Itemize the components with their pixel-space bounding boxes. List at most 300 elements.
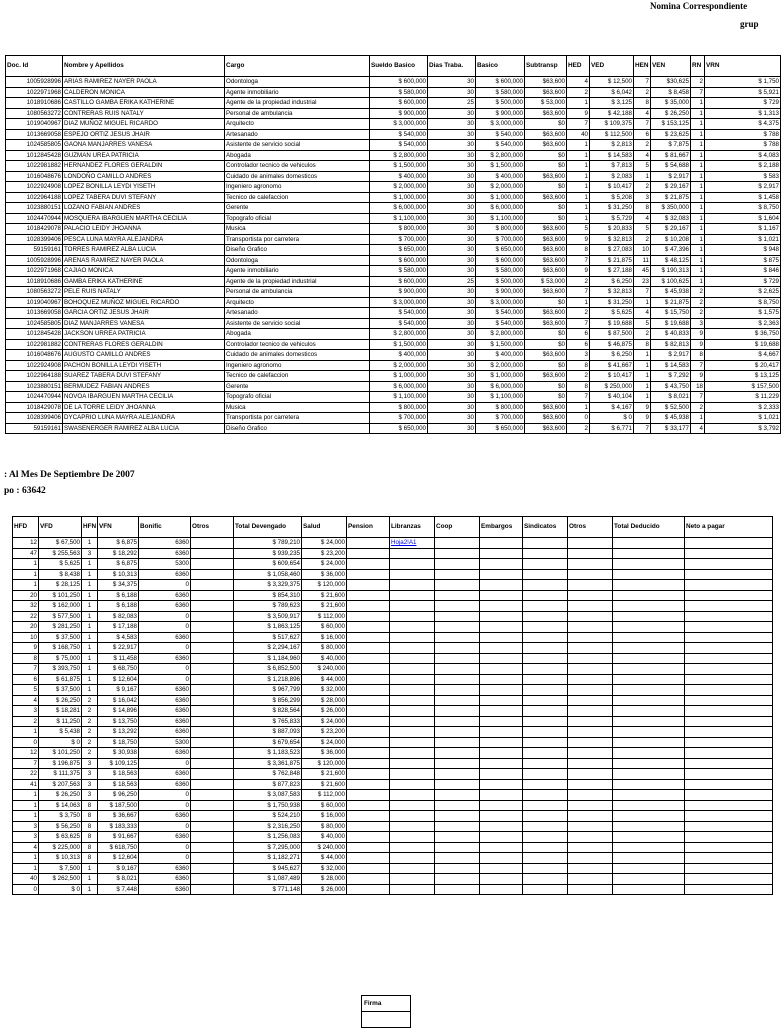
- empty-cell: [613, 769, 685, 780]
- table-cell: $ 42,188: [590, 108, 634, 119]
- empty-cell: [390, 695, 435, 706]
- column-header: Doc. Id: [6, 56, 63, 77]
- empty-cell: [523, 727, 568, 738]
- empty-cell: [523, 863, 568, 874]
- table-cell: $ 23,625: [651, 129, 691, 140]
- table-cell: $ 3,000,000: [370, 119, 428, 130]
- table-cell: 1: [13, 569, 39, 580]
- table-cell: $ 24,000: [302, 559, 347, 570]
- table-cell: [191, 632, 234, 643]
- table-cell: 6360: [139, 874, 191, 885]
- column-header: Dias Traba.: [428, 56, 476, 77]
- table-cell: 7: [567, 392, 590, 403]
- empty-cell: [435, 832, 480, 843]
- column-header: Pension: [347, 517, 390, 538]
- empty-cell: [523, 548, 568, 559]
- table-cell: $ 580,000: [370, 266, 428, 277]
- empty-cell: [523, 695, 568, 706]
- empty-cell: [390, 548, 435, 559]
- table-header-row: [6, 56, 781, 77]
- table-cell: Artesanado: [225, 129, 370, 140]
- table-cell: $ 3,329,375: [234, 580, 302, 591]
- table-cell: $ 350,000: [651, 203, 691, 214]
- table-cell: $ 6,042: [590, 87, 634, 98]
- table-cell: $ 967,799: [234, 685, 302, 696]
- table-cell: $ 1,000,000: [370, 192, 428, 203]
- table-cell: $0: [525, 119, 567, 130]
- table-cell: PALACIO LEIDY JHOANNA: [63, 224, 225, 235]
- table-cell: 2: [567, 87, 590, 98]
- table-cell: $ 600,000: [370, 98, 428, 109]
- table-cell: $ 540,000: [476, 140, 525, 151]
- table-cell: $ 10,208: [651, 234, 691, 245]
- table-row: [13, 790, 773, 801]
- table-cell: $ 600,000: [370, 77, 428, 88]
- table-cell: 6360: [139, 653, 191, 664]
- table-cell: 1: [691, 224, 705, 235]
- table-cell: $ 877,823: [234, 779, 302, 790]
- table-cell: 9: [567, 108, 590, 119]
- column-header: Basico: [476, 56, 525, 77]
- empty-cell: [685, 821, 773, 832]
- table-cell: $ 765,833: [234, 716, 302, 727]
- empty-cell: [613, 590, 685, 601]
- table-cell: 2: [691, 287, 705, 298]
- table-cell: $ 2,917: [651, 171, 691, 182]
- table-cell: $ 6,852,500: [234, 664, 302, 675]
- table-cell: $ 5,438: [39, 727, 82, 738]
- table-cell: 1: [691, 192, 705, 203]
- empty-cell: [613, 727, 685, 738]
- empty-cell: [568, 580, 613, 591]
- table-cell: 1024585805: [6, 318, 63, 329]
- column-header: Subtransp: [525, 56, 567, 77]
- table-cell: $ 1,100,000: [370, 392, 428, 403]
- empty-cell: [568, 590, 613, 601]
- table-cell: $ 3,087,583: [234, 790, 302, 801]
- empty-cell: [435, 790, 480, 801]
- empty-cell: [480, 559, 523, 570]
- empty-cell: [613, 559, 685, 570]
- table-cell: [191, 590, 234, 601]
- table-cell: 4: [634, 213, 651, 224]
- table-cell: $ 10,417: [590, 371, 634, 382]
- empty-cell: [568, 779, 613, 790]
- table-cell: $ 1,182,271: [234, 853, 302, 864]
- table-cell: [191, 674, 234, 685]
- table-row: [6, 255, 781, 266]
- empty-cell: [435, 737, 480, 748]
- table-cell: $ 2,800,000: [476, 329, 525, 340]
- empty-cell: [685, 769, 773, 780]
- table-cell: 6360: [139, 601, 191, 612]
- empty-cell: [613, 685, 685, 696]
- table-cell: $ 1,500,000: [476, 161, 525, 172]
- table-cell: $ 0: [39, 884, 82, 895]
- table-cell: $ 789,623: [234, 601, 302, 612]
- empty-cell: [390, 811, 435, 822]
- table-cell: $63,600: [525, 287, 567, 298]
- table-cell: $ 36,000: [302, 748, 347, 759]
- table-cell: 6360: [139, 695, 191, 706]
- table-cell: 2: [567, 308, 590, 319]
- table-cell: $ 18,750: [98, 737, 139, 748]
- table-cell: 10: [634, 245, 651, 256]
- table-row: [6, 87, 781, 98]
- empty-cell: [685, 842, 773, 853]
- table-cell: 1: [82, 611, 98, 622]
- table-cell: $ 101,250: [39, 590, 82, 601]
- table-cell: $ 2,000,000: [476, 360, 525, 371]
- table-cell: $ 6,250: [590, 276, 634, 287]
- column-header: Libranzas: [390, 517, 435, 538]
- table-cell: 1: [691, 213, 705, 224]
- table-cell: $63,600: [525, 171, 567, 182]
- table-cell: $ 68,750: [98, 664, 139, 675]
- table-cell: $ 21,875: [651, 192, 691, 203]
- table-row: [13, 674, 773, 685]
- table-cell: 9: [567, 266, 590, 277]
- empty-cell: [613, 538, 685, 549]
- table-cell: $ 2,917: [651, 350, 691, 361]
- table-cell: $ 2,316,250: [234, 821, 302, 832]
- empty-cell: [685, 580, 773, 591]
- empty-cell: [685, 748, 773, 759]
- table-cell: $63,600: [525, 371, 567, 382]
- empty-cell: [568, 548, 613, 559]
- empty-cell: [435, 874, 480, 885]
- empty-cell: [568, 800, 613, 811]
- table-cell: $ 37,500: [39, 685, 82, 696]
- table-cell: $ 1,750: [705, 77, 781, 88]
- table-cell: LOZANO FABIAN ANDRES: [63, 203, 225, 214]
- table-cell: 2: [82, 737, 98, 748]
- table-cell: 12: [13, 748, 39, 759]
- empty-cell: [347, 590, 390, 601]
- empty-cell: [568, 790, 613, 801]
- table-cell: 20: [13, 590, 39, 601]
- empty-cell: [390, 727, 435, 738]
- table-cell: $ 29,167: [651, 224, 691, 235]
- table-cell: $ 650,000: [476, 245, 525, 256]
- table-cell: 30: [428, 360, 476, 371]
- empty-cell: [685, 622, 773, 633]
- empty-cell: [568, 716, 613, 727]
- table-cell: 1: [634, 360, 651, 371]
- table-cell: 8: [567, 360, 590, 371]
- empty-cell: [685, 559, 773, 570]
- empty-cell: [568, 706, 613, 717]
- table-cell: $ 500,000: [476, 98, 525, 109]
- table-cell: 1: [691, 108, 705, 119]
- table-cell: $30,625: [651, 77, 691, 88]
- empty-cell: [568, 559, 613, 570]
- table-cell: 9: [13, 643, 39, 654]
- table-cell: 1: [13, 811, 39, 822]
- table-row: [6, 234, 781, 245]
- table-cell: Topografo oficial: [225, 213, 370, 224]
- table-cell: 8: [13, 653, 39, 664]
- empty-cell: [480, 706, 523, 717]
- table-cell: $ 60,000: [302, 800, 347, 811]
- empty-cell: [568, 737, 613, 748]
- table-cell: 30: [428, 213, 476, 224]
- empty-cell: [480, 664, 523, 675]
- table-cell: [191, 643, 234, 654]
- table-cell: ARENAS RAMIREZ NAYER PAOLA: [63, 255, 225, 266]
- table-cell: $ 45,938: [651, 287, 691, 298]
- table-cell: 2: [691, 308, 705, 319]
- table-cell: 1: [567, 161, 590, 172]
- empty-cell: [435, 622, 480, 633]
- table-cell: $ 240,000: [302, 842, 347, 853]
- table-cell: $ 100,625: [651, 276, 691, 287]
- empty-cell: [390, 601, 435, 612]
- table-cell: $ 250,000: [590, 381, 634, 392]
- empty-cell: [480, 632, 523, 643]
- empty-cell: [435, 695, 480, 706]
- table-cell: 1024585805: [6, 140, 63, 151]
- table-cell: [191, 622, 234, 633]
- empty-cell: [613, 611, 685, 622]
- table-cell: DIAZ MUÑOZ MIGUEL RICARDO: [63, 119, 225, 130]
- empty-cell: [347, 580, 390, 591]
- table-cell: $ 82,813: [651, 339, 691, 350]
- table-cell: NOVOA IBARGUEN MARTHA CECILIA: [63, 392, 225, 403]
- table-cell: $ 32,813: [590, 287, 634, 298]
- table-cell: 1: [82, 685, 98, 696]
- empty-cell: [390, 737, 435, 748]
- table-cell: $ 540,000: [370, 308, 428, 319]
- table-row: [13, 853, 773, 864]
- table-cell: $ 26,250: [651, 108, 691, 119]
- table-cell: $ 540,000: [370, 129, 428, 140]
- payroll-deductions-table: [12, 516, 773, 895]
- table-cell: $ 75,000: [39, 653, 82, 664]
- table-cell: $ 40,104: [590, 392, 634, 403]
- empty-cell: [568, 653, 613, 664]
- table-row: [6, 203, 781, 214]
- empty-cell: [435, 685, 480, 696]
- table-cell: $ 112,000: [302, 611, 347, 622]
- table-cell: GAONA MANJARRES VANESA: [63, 140, 225, 151]
- column-header: Sindicatos: [523, 517, 568, 538]
- table-row: [13, 884, 773, 895]
- table-row: [13, 811, 773, 822]
- table-cell: $63,600: [525, 245, 567, 256]
- table-cell: 1: [691, 140, 705, 151]
- table-cell: 25: [428, 276, 476, 287]
- table-cell: 6360: [139, 538, 191, 549]
- table-cell: $ 52,500: [651, 402, 691, 413]
- empty-cell: [568, 601, 613, 612]
- empty-cell: [613, 580, 685, 591]
- table-cell: $ 1,021: [705, 234, 781, 245]
- table-cell: 1018429078: [6, 402, 63, 413]
- libranzas-link[interactable]: Hoja2!A1: [391, 539, 417, 546]
- table-cell: $ 7,295,000: [234, 842, 302, 853]
- table-cell: $ 28,000: [302, 874, 347, 885]
- table-cell: $ 900,000: [370, 287, 428, 298]
- table-cell: $ 109,125: [98, 758, 139, 769]
- table-cell: 0: [139, 611, 191, 622]
- table-cell: $ 1,183,523: [234, 748, 302, 759]
- table-cell: $ 30,938: [98, 748, 139, 759]
- table-cell: $ 168,750: [39, 643, 82, 654]
- empty-cell: [435, 548, 480, 559]
- empty-cell: [523, 832, 568, 843]
- table-cell: 2: [634, 234, 651, 245]
- table-cell: $ 650,000: [370, 245, 428, 256]
- empty-cell: [347, 884, 390, 895]
- table-cell: 1: [691, 129, 705, 140]
- table-cell: 1: [82, 674, 98, 685]
- table-cell: $ 16,042: [98, 695, 139, 706]
- empty-cell: [435, 716, 480, 727]
- table-cell: 1022981882: [6, 339, 63, 350]
- table-cell: 1: [691, 161, 705, 172]
- table-cell: 2: [82, 748, 98, 759]
- table-cell: $ 580,000: [476, 266, 525, 277]
- empty-cell: [523, 790, 568, 801]
- table-cell: $ 18,563: [98, 769, 139, 780]
- empty-cell: [435, 758, 480, 769]
- table-row: [6, 266, 781, 277]
- table-cell: $ 20,417: [705, 360, 781, 371]
- empty-cell: [613, 643, 685, 654]
- table-cell: $ 5,625: [590, 308, 634, 319]
- table-cell: 30: [428, 287, 476, 298]
- table-cell: $ 1,000,000: [370, 371, 428, 382]
- table-cell: [191, 779, 234, 790]
- table-cell: 1022981882: [6, 161, 63, 172]
- empty-cell: [685, 779, 773, 790]
- table-row: [6, 423, 781, 434]
- empty-cell: [347, 727, 390, 738]
- empty-cell: [347, 569, 390, 580]
- column-header: VRN: [705, 56, 781, 77]
- empty-cell: [435, 674, 480, 685]
- table-row: [13, 580, 773, 591]
- empty-cell: [435, 601, 480, 612]
- column-header: Cargo: [225, 56, 370, 77]
- table-cell: 6360: [139, 590, 191, 601]
- table-cell: $0: [525, 297, 567, 308]
- empty-cell: [480, 811, 523, 822]
- table-cell: 2: [82, 695, 98, 706]
- table-cell: 30: [428, 329, 476, 340]
- empty-cell: [347, 832, 390, 843]
- empty-cell: [685, 632, 773, 643]
- empty-cell: [568, 664, 613, 675]
- table-row: [6, 245, 781, 256]
- table-cell: DYCAPRIO LUNA MAYRA ALEJANDRA: [63, 413, 225, 424]
- table-cell: $63,600: [525, 350, 567, 361]
- table-cell: 8: [691, 350, 705, 361]
- table-cell: 1: [82, 601, 98, 612]
- table-cell: $ 3,000,000: [476, 297, 525, 308]
- empty-cell: [523, 706, 568, 717]
- table-cell: $ 20,833: [590, 224, 634, 235]
- table-cell: 9: [691, 371, 705, 382]
- table-cell: Personal de ambulancia: [225, 287, 370, 298]
- table-cell: 1: [82, 580, 98, 591]
- table-cell: 2: [691, 77, 705, 88]
- table-cell: $ 24,000: [302, 538, 347, 549]
- empty-cell: [568, 569, 613, 580]
- table-cell: $ 1,500,000: [370, 339, 428, 350]
- table-cell: 0: [139, 800, 191, 811]
- empty-cell: [568, 632, 613, 643]
- empty-cell: [613, 853, 685, 864]
- table-cell: 2: [691, 297, 705, 308]
- table-cell: 6360: [139, 769, 191, 780]
- table-cell: $0: [525, 182, 567, 193]
- table-cell: $ 101,250: [39, 748, 82, 759]
- empty-cell: [480, 748, 523, 759]
- empty-cell: [613, 716, 685, 727]
- empty-cell: [568, 769, 613, 780]
- column-header: Total Deducido: [613, 517, 685, 538]
- empty-cell: [347, 779, 390, 790]
- table-cell: 2: [13, 716, 39, 727]
- table-cell: 7: [13, 758, 39, 769]
- empty-cell: [613, 664, 685, 675]
- table-cell: $ 600,000: [370, 276, 428, 287]
- table-cell: [191, 842, 234, 853]
- table-row: [6, 108, 781, 119]
- table-cell: 30: [428, 140, 476, 151]
- empty-cell: [435, 748, 480, 759]
- table-cell: 30: [428, 266, 476, 277]
- report-group-label: grup: [740, 19, 759, 29]
- table-row: [6, 140, 781, 151]
- empty-cell: [435, 580, 480, 591]
- table-cell: 30: [428, 381, 476, 392]
- table-cell: 1: [13, 853, 39, 864]
- empty-cell: [390, 664, 435, 675]
- empty-cell: [390, 716, 435, 727]
- empty-cell: [480, 674, 523, 685]
- table-cell: $ 36,750: [705, 329, 781, 340]
- empty-cell: [480, 695, 523, 706]
- table-cell: $ 5,208: [590, 192, 634, 203]
- signature-field[interactable]: [362, 1012, 411, 1028]
- table-cell: Abogada: [225, 150, 370, 161]
- table-cell: $ 700,000: [370, 234, 428, 245]
- table-cell: $ 900,000: [370, 108, 428, 119]
- table-cell: 1: [82, 590, 98, 601]
- empty-cell: [685, 800, 773, 811]
- empty-cell: [480, 548, 523, 559]
- table-cell: 1013669058: [6, 308, 63, 319]
- table-cell: $ 8,438: [39, 569, 82, 580]
- table-cell: 11: [634, 255, 651, 266]
- table-cell: 1005928996: [6, 255, 63, 266]
- table-cell: [191, 601, 234, 612]
- table-cell: 4: [634, 150, 651, 161]
- table-cell: 1: [82, 569, 98, 580]
- empty-cell: [347, 538, 390, 549]
- empty-cell: [685, 716, 773, 727]
- table-cell: $ 650,000: [370, 423, 428, 434]
- table-row: [6, 350, 781, 361]
- empty-cell: [523, 580, 568, 591]
- empty-cell: [347, 643, 390, 654]
- table-cell: $ 24,000: [302, 737, 347, 748]
- report-period: : Al Mes De Septiembre De 2007: [4, 470, 135, 480]
- empty-cell: [390, 590, 435, 601]
